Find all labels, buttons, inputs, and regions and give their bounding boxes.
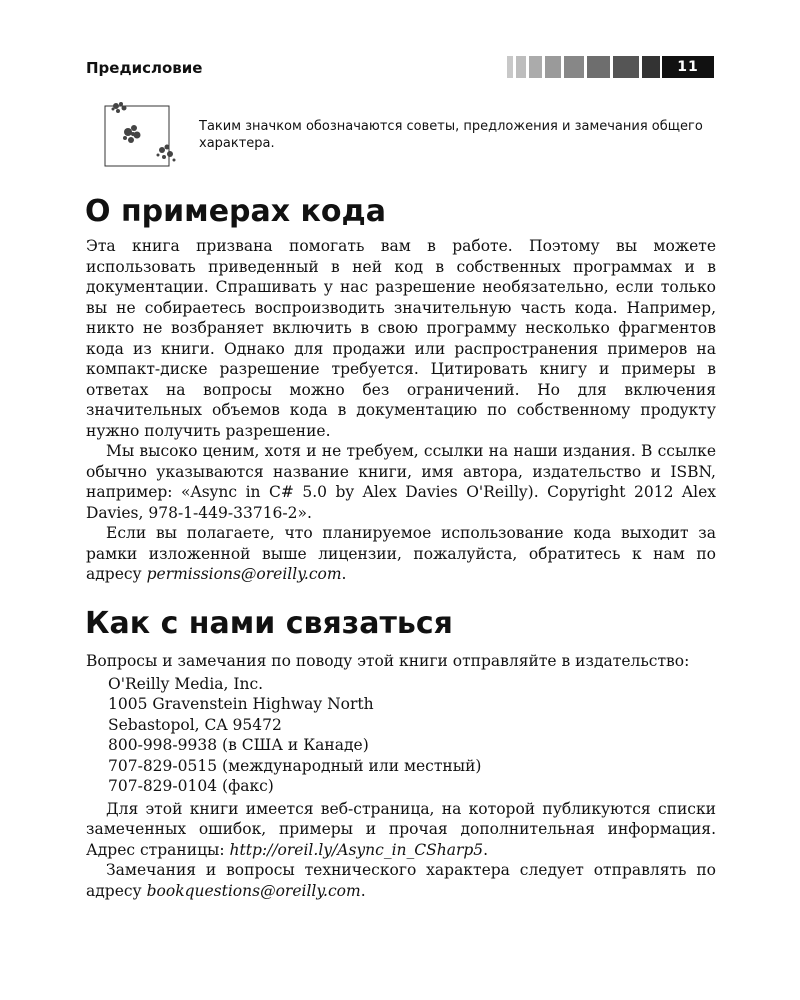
paragraph-permissions: Если вы полагаете, что планируемое использование кода выходит за рамки изложенной выше лицензии, пожалуйста, обратитесь к нам по адресу permissions@oreilly.com. bbox=[86, 524, 716, 583]
address-line: 1005 Gravenstein Highway North bbox=[108, 695, 374, 713]
paragraph-usage: Эта книга призвана помогать вам в работе. Поэтому вы можете использовать приведенный в ней код в собственных программах и в документации. Спрашивать у нас разрешение необязательно, если только вы не собираетесь воспроизводить значительную часть кода. Например, никто не возбраняет включить в свою программу несколько фрагментов кода из книги. Однако для продажи или распространения примеров на компакт-диске разрешение требуется. Цитировать книгу и примеры в ответах на вопросы можно без ограничений. Но для включения значительных объемов кода в документацию по собственному продукту нужно получить разрешение. bbox=[86, 237, 716, 440]
address-line: 800-998-9938 (в США и Канаде) bbox=[108, 736, 369, 754]
address-line: 707-829-0104 (факс) bbox=[108, 777, 274, 795]
address-line: 707-829-0515 (международный или местный) bbox=[108, 756, 482, 775]
paragraph-attribution: Мы высоко ценим, хотя и не требуем, ссылки на наши издания. В ссылке обычно указываются название книги, имя автора, издательство и ISBN, например: «Async in C# 5.0 by Alex Davies O'Reilly). Copyright 2012 Alex Davies, 978-1-449-33716-2». bbox=[86, 442, 716, 522]
paragraph-tech-questions: Замечания и вопросы технического характера следует отправлять по адресу bookquestions@oreilly.com. bbox=[86, 861, 716, 900]
heading-contact: Как с нами связаться bbox=[85, 606, 453, 641]
paragraph-web-page: Для этой книги имеется веб-страница, на которой публикуются списки замеченных ошибок, примеры и прочая дополнительная информация. Адрес страницы: http://oreil.ly/Async_in_CSharp5. bbox=[86, 799, 716, 859]
page-number: 11 bbox=[662, 56, 714, 78]
paragraph-contact-intro: Вопросы и замечания по поводу этой книги отправляйте в издательство: bbox=[86, 652, 690, 670]
section-contact-body bbox=[86, 651, 716, 901]
heading-code-examples: О примерах кода bbox=[85, 194, 386, 229]
section-code-body bbox=[86, 236, 716, 585]
permissions-email[interactable]: permissions@oreilly.com bbox=[146, 565, 342, 583]
book-web-url[interactable]: http://oreil.ly/Async_in_CSharp5 bbox=[229, 840, 484, 859]
tip-text: Таким значком обозначаются советы, предложения и замечания общего характера. bbox=[199, 119, 703, 151]
address-line: Sebastopol, CA 95472 bbox=[108, 715, 282, 734]
tip-icon bbox=[104, 100, 180, 168]
address-line: O'Reilly Media, Inc. bbox=[108, 674, 264, 693]
bookquestions-email[interactable]: bookquestions@oreilly.com bbox=[146, 881, 361, 900]
publisher-address bbox=[108, 674, 716, 797]
running-title: Предисловие bbox=[86, 59, 203, 77]
